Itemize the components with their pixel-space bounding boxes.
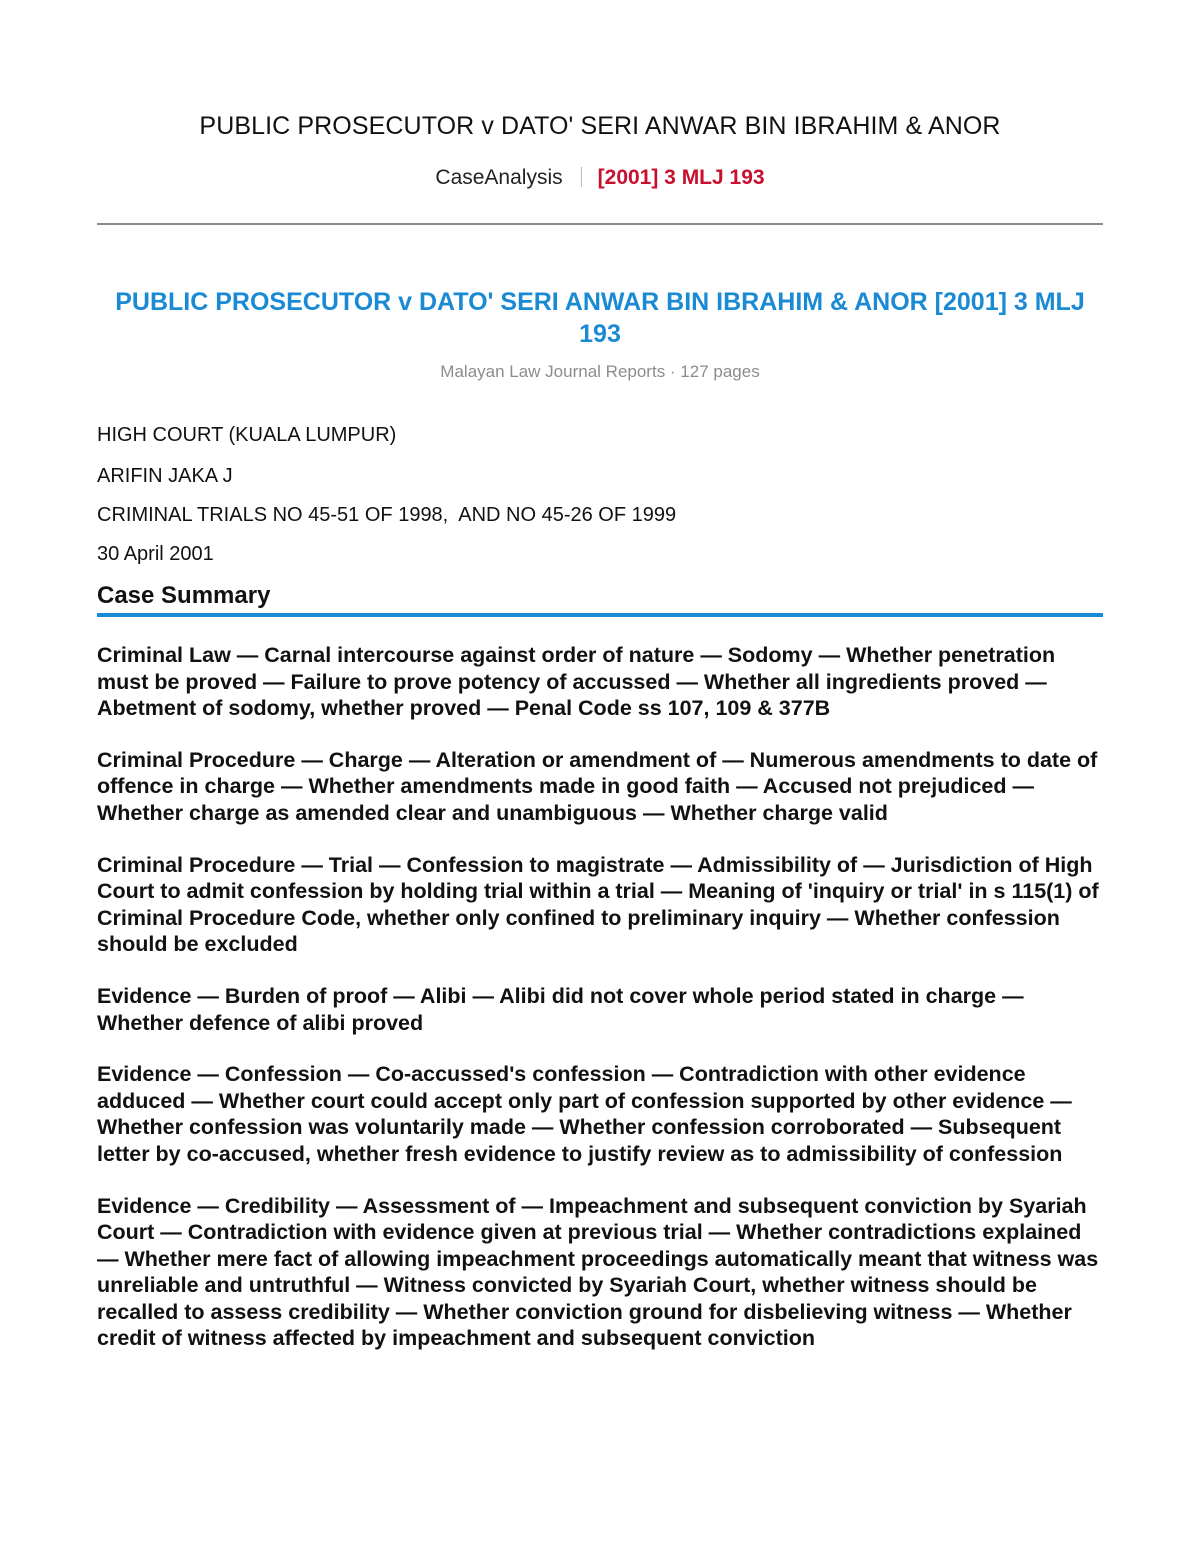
case-summary-heading: Case Summary xyxy=(97,582,271,609)
report-meta: Malayan Law Journal Reports · 127 pages xyxy=(440,362,760,381)
document-type-label: CaseAnalysis xyxy=(435,166,563,189)
case-summary-divider xyxy=(97,613,1103,617)
catchword-paragraph: Evidence — Confession — Co-accussed's confession — Contradiction with other evidence adduced — Whether court could accept only part of confession supported by other evidence — Whether confession was voluntarily made — Whether confession corroborated — Subsequent letter by co-accused, whether fresh evidence to justify review as to admissibility of confession xyxy=(97,1062,1072,1166)
catchword-paragraph: Criminal Procedure — Trial — Confession to magistrate — Admissibility of — Jurisdiction of High Court to admit confession by holding trial within a trial — Meaning of 'inquiry or trial' in s 115(1) of Criminal Procedure Code, whether only confined to preliminary inquiry — Whether confession should be excluded xyxy=(97,852,1099,957)
citation-label: [2001] 3 MLJ 193 xyxy=(597,166,765,189)
catchword-paragraph: Evidence — Credibility — Assessment of — Impeachment and subsequent conviction by Syariah Court — Contradiction with evidence given at previous trial — Whether contradictions explained — Whether mere fact of allowing impeachment proceedings automatically meant that witness was unreliable and untruthful — Witness convicted by Syariah Court, whether witness should be recalled to assess credibility — Whether conviction ground for disbelieving witness — Whether credit of witness affected by impeachment and subsequent conviction xyxy=(97,1193,1099,1351)
judge-name: ARIFIN JAKA J xyxy=(97,465,233,487)
case-heading: PUBLIC PROSECUTOR v DATO' SERI ANWAR BIN IBRAHIM & ANOR [2001] 3 MLJ 193 xyxy=(115,288,1085,348)
header-divider xyxy=(97,223,1103,225)
proceedings-number xyxy=(97,504,676,527)
separator xyxy=(581,167,582,187)
catchword-paragraph: Criminal Procedure — Charge — Alteration or amendment of — Numerous amendments to date of offence in charge — Whether amendments made in good faith — Accused not prejudiced — Whether charge as amended clear and unambiguous — Whether charge valid xyxy=(97,747,1098,825)
proceedings-text: CRIMINAL TRIALS NO 45-51 OF 1998, AND NO 45-26 OF 1999 xyxy=(97,504,677,526)
catchword-list xyxy=(97,642,1103,1377)
decision-date: 30 April 2001 xyxy=(97,543,214,565)
citation-line xyxy=(97,166,1103,190)
catchword-paragraph: Evidence — Burden of proof — Alibi — Alibi did not cover whole period stated in charge — Whether defence of alibi proved xyxy=(97,983,1024,1035)
document-title: PUBLIC PROSECUTOR v DATO' SERI ANWAR BIN IBRAHIM & ANOR xyxy=(199,112,1001,140)
court-name: HIGH COURT (KUALA LUMPUR) xyxy=(97,424,397,446)
catchword-paragraph: Criminal Law — Carnal intercourse against order of nature — Sodomy — Whether penetration must be proved — Failure to prove potency of accussed — Whether all ingredients proved — Abetment of sodomy, whether proved — Penal Code ss 107, 109 & 377B xyxy=(97,643,1056,721)
